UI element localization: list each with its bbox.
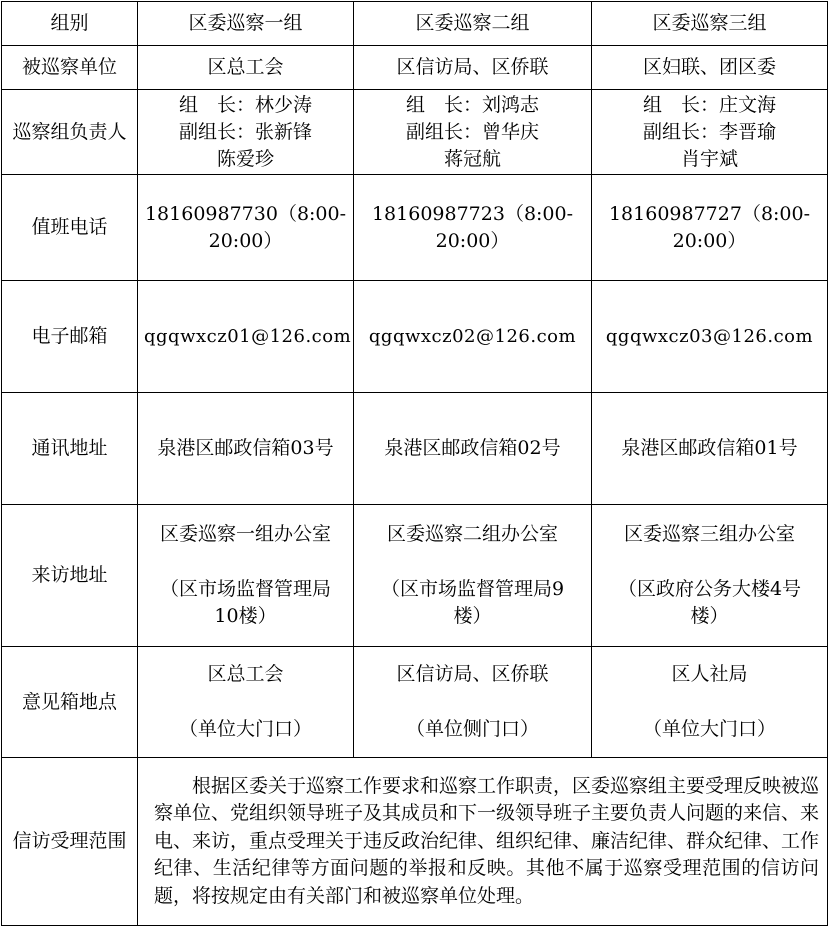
box-site: 区人社局	[671, 663, 748, 685]
header-row	[2, 2, 828, 46]
mail-address-row	[2, 393, 828, 505]
visit-address-cell-2	[354, 505, 592, 647]
mail-address-cell-2: 泉港区邮政信箱02号	[354, 393, 592, 505]
mail-address-cell-1: 泉港区邮政信箱03号	[138, 393, 354, 505]
deputy-line: 副组长：曾华庆	[405, 120, 539, 143]
scope-label: 信访受理范围	[2, 758, 138, 926]
phone-label: 值班电话	[2, 175, 138, 281]
header-label: 组别	[2, 2, 138, 46]
box-site: 区信访局、区侨联	[396, 663, 549, 685]
leaders-cell-1	[138, 90, 354, 175]
box-position: （单位大门口）	[178, 718, 312, 740]
office-building: （区市场监督管理局	[159, 578, 331, 600]
box-location-row	[2, 647, 828, 758]
units-row	[2, 46, 828, 90]
phone-cell-3	[592, 175, 828, 281]
email-cell-1: qgqwxcz01@126.com	[138, 281, 354, 393]
box-location-cell-1	[138, 647, 354, 758]
mail-address-label: 通讯地址	[2, 393, 138, 505]
group-3-header: 区委巡察三组	[592, 2, 828, 46]
visit-address-cell-1	[138, 505, 354, 647]
group-1-header: 区委巡察一组	[138, 2, 354, 46]
scope-text-cell	[138, 758, 828, 926]
box-site: 区总工会	[207, 663, 284, 685]
phone-row	[2, 175, 828, 281]
leaders-cell-2	[354, 90, 592, 175]
inspection-info-table	[1, 1, 828, 926]
units-cell-2: 区信访局、区侨联	[354, 46, 592, 90]
group-2-header: 区委巡察二组	[354, 2, 592, 46]
member-line: 肖宇斌	[680, 147, 738, 170]
leader-line: 组 长：刘鸿志	[405, 93, 539, 116]
phone-number: 18160987727（8:00-	[608, 202, 811, 225]
email-cell-3: qgqwxcz03@126.com	[592, 281, 828, 393]
mail-address-cell-3: 泉港区邮政信箱01号	[592, 393, 828, 505]
scope-row	[2, 758, 828, 926]
phone-cell-2	[354, 175, 592, 281]
units-cell-3: 区妇联、团区委	[592, 46, 828, 90]
office-building: （区市场监督管理局9	[380, 578, 565, 600]
box-location-label: 意见箱地点	[2, 647, 138, 758]
deputy-line: 副组长：张新锋	[178, 120, 312, 143]
visit-address-row	[2, 505, 828, 647]
member-line: 陈爱珍	[216, 147, 274, 170]
units-cell-1: 区总工会	[138, 46, 354, 90]
units-label: 被巡察单位	[2, 46, 138, 90]
phone-hours: 20:00）	[208, 229, 283, 252]
phone-hours: 20:00）	[672, 229, 747, 252]
office-name: 区委巡察一组办公室	[159, 523, 331, 545]
office-floor: 楼）	[453, 605, 492, 627]
leaders-label: 巡察组负责人	[2, 90, 138, 175]
box-position: （单位侧门口）	[405, 718, 539, 740]
phone-number: 18160987730（8:00-	[144, 202, 347, 225]
box-location-cell-3	[592, 647, 828, 758]
office-building: （区政府公务大楼4号	[617, 578, 802, 600]
office-floor: 楼）	[690, 605, 729, 627]
scope-paragraph: 根据区委关于巡察工作要求和巡察工作职责，区委巡察组主要受理反映被巡察单位、党组织领导班子及其成员和下一级领导班子主要负责人问题的来信、来电、来访，重点受理关于违反政治纪律、组织纪律、廉洁纪律、群众纪律、工作纪律、生活纪律等方面问题的举报和反映。其他不属于巡察受理范围的信访问题，将按规定由有关部门和被巡察单位处理。	[154, 774, 820, 907]
deputy-line: 副组长：李晋瑜	[642, 120, 776, 143]
box-position: （单位大门口）	[642, 718, 776, 740]
phone-cell-1	[138, 175, 354, 281]
phone-hours: 20:00）	[435, 229, 510, 252]
leader-line: 组 长：林少涛	[178, 93, 312, 116]
visit-address-label: 来访地址	[2, 505, 138, 647]
email-label: 电子邮箱	[2, 281, 138, 393]
visit-address-cell-3	[592, 505, 828, 647]
email-row	[2, 281, 828, 393]
office-name: 区委巡察三组办公室	[623, 523, 795, 545]
phone-number: 18160987723（8:00-	[371, 202, 574, 225]
office-name: 区委巡察二组办公室	[386, 523, 558, 545]
email-cell-2: qgqwxcz02@126.com	[354, 281, 592, 393]
leader-line: 组 长：庄文海	[642, 93, 776, 116]
member-line: 蒋冠航	[443, 147, 501, 170]
office-floor: 10楼）	[214, 605, 277, 627]
leaders-cell-3	[592, 90, 828, 175]
box-location-cell-2	[354, 647, 592, 758]
leaders-row	[2, 90, 828, 175]
